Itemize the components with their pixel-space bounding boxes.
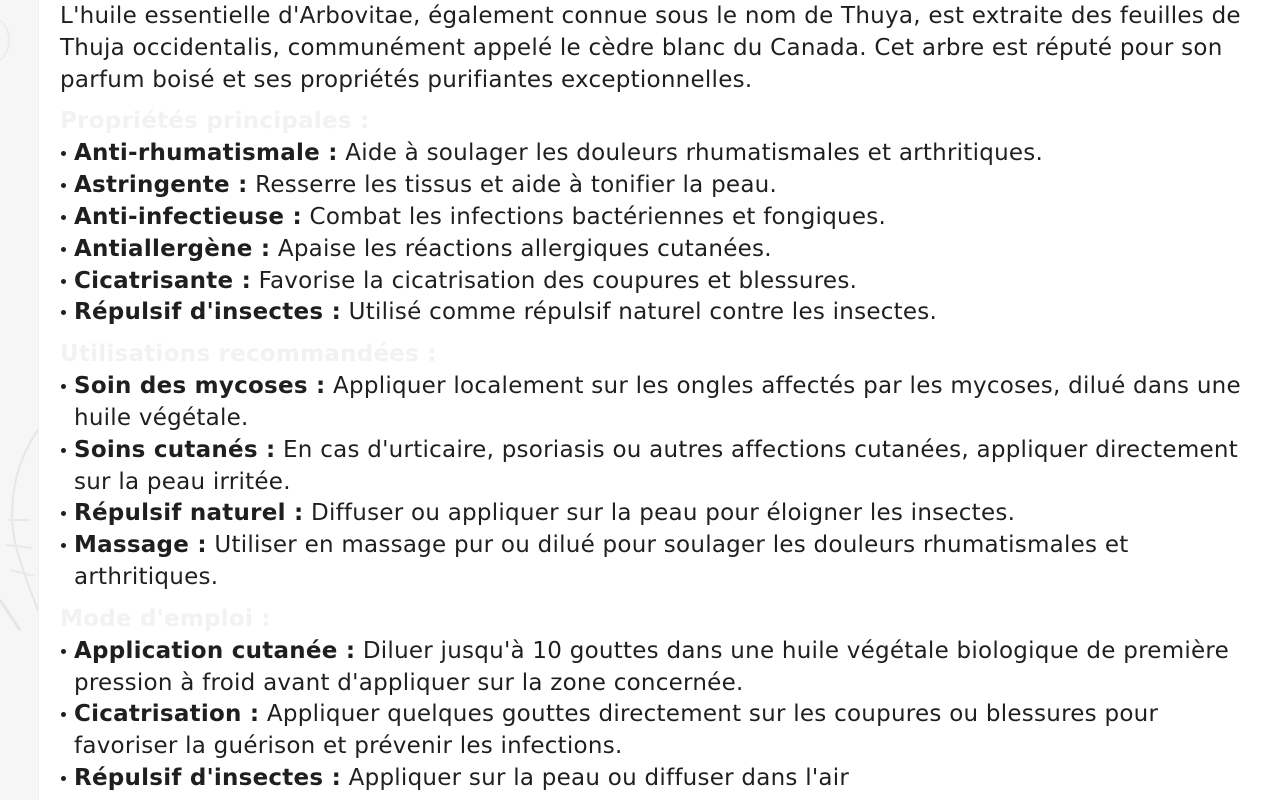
list-item: [74, 530, 1260, 594]
item-term: Soin des mycoses :: [74, 373, 326, 400]
section-heading-utilisations: Utilisations recommandées :: [60, 341, 437, 368]
item-desc: Diffuser ou appliquer sur la peau pour éloigner les insectes.: [303, 500, 1016, 527]
item-desc: Resserre les tissus et aide à tonifier la peau.: [247, 172, 778, 199]
intro-paragraph: L'huile essentielle d'Arbovitae, également connue sous le nom de Thuya, est extraite des feuilles de Thuja occidentalis, communément appelé le cèdre blanc du Canada. Cet arbre est réputé pour son parfum boisé et ses propriétés purifiantes exceptionnelles.: [60, 3, 1241, 93]
article-content: [60, 1, 1260, 795]
list-item: [74, 266, 1260, 298]
leaf-watermark-icon: [0, 0, 38, 800]
section-heading-mode-emploi: Mode d'emploi :: [60, 605, 271, 632]
list-utilisations: [60, 371, 1260, 594]
list-item: [74, 763, 1260, 795]
item-term: Répulsif d'insectes :: [74, 764, 342, 791]
item-term: Répulsif d'insectes :: [74, 299, 342, 326]
item-desc: Favorise la cicatrisation des coupures et blessures.: [251, 267, 858, 294]
item-term: Soins cutanés :: [74, 436, 276, 463]
item-term: Cicatrisante :: [74, 267, 252, 294]
list-item: [74, 138, 1260, 170]
item-term: Répulsif naturel :: [74, 500, 304, 527]
item-term: Cicatrisation :: [74, 701, 260, 728]
item-desc: Combat les infections bactériennes et fongiques.: [301, 203, 887, 230]
list-item: [74, 234, 1260, 266]
item-term: Application cutanée :: [74, 637, 356, 664]
item-term: Anti-rhumatismale :: [74, 140, 338, 167]
list-proprietes: [60, 138, 1260, 329]
item-term: Anti-infectieuse :: [74, 203, 302, 230]
item-term: Massage :: [74, 532, 207, 559]
item-desc: Appliquer sur la peau ou diffuser dans l'air: [341, 764, 850, 791]
list-item: [74, 636, 1260, 700]
list-item: [74, 170, 1260, 202]
list-item: [74, 498, 1260, 530]
section-heading-proprietes: Propriétés principales :: [60, 108, 370, 135]
item-term: Antiallergène :: [74, 235, 271, 262]
item-desc: Utilisé comme répulsif naturel contre les insectes.: [341, 299, 938, 326]
item-desc: Diluer jusqu'à 10 gouttes dans une huile végétale biologique de première pression à froid avant d'appliquer sur la zone concernée.: [74, 637, 1229, 696]
item-desc: Aide à soulager les douleurs rhumatismales et arthritiques.: [337, 140, 1044, 167]
item-desc: Apaise les réactions allergiques cutanées.: [270, 235, 772, 262]
item-desc: Appliquer quelques gouttes directement sur les coupures ou blessures pour favoriser la guérison et prévenir les infections.: [74, 701, 1159, 760]
item-desc: En cas d'urticaire, psoriasis ou autres affections cutanées, appliquer directement sur la peau irritée.: [74, 436, 1238, 495]
item-desc: Utiliser en massage pur ou dilué pour soulager les douleurs rhumatismales et arthritiques.: [74, 532, 1129, 590]
list-mode-emploi: [60, 636, 1260, 795]
item-desc: Appliquer localement sur les ongles affectés par les mycoses, dilué dans une huile végétale.: [74, 373, 1241, 431]
left-decorative-strip: [0, 0, 39, 800]
item-term: Astringente :: [74, 172, 248, 199]
list-item: [74, 435, 1260, 499]
list-item: [74, 699, 1260, 763]
list-item: [74, 371, 1260, 435]
list-item: [74, 202, 1260, 234]
list-item: [74, 297, 1260, 329]
